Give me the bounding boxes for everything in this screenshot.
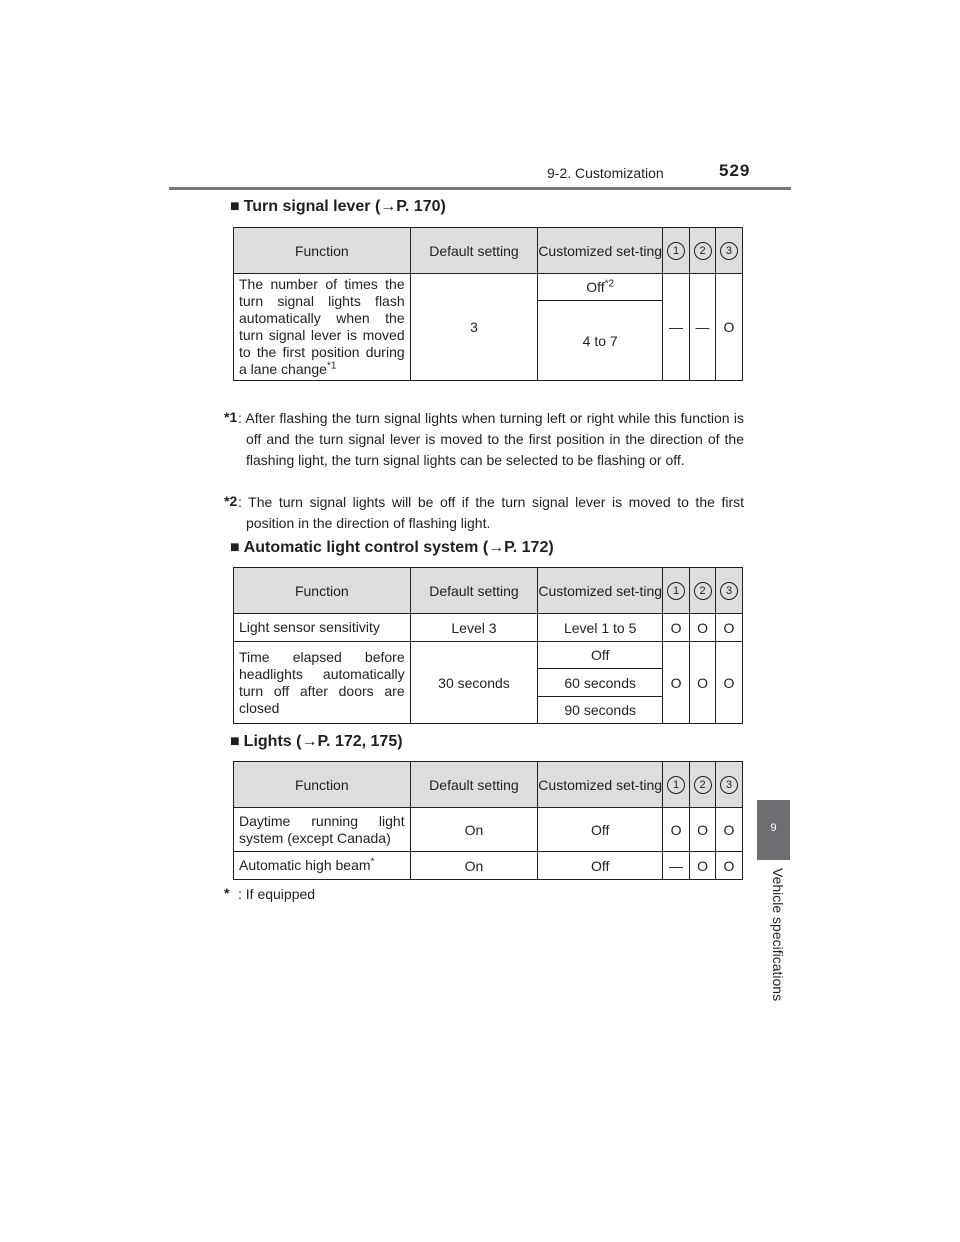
- option-cell: Off: [538, 642, 663, 669]
- col3-cell: O: [716, 642, 743, 724]
- circled-3-icon: 3: [720, 242, 738, 260]
- auto-light-heading: ■ Automatic light control system (→P. 172): [230, 539, 554, 556]
- header-col2: [690, 228, 716, 274]
- auto-light-table: [233, 567, 743, 724]
- function-cell: Daytime running light system (except Canada): [234, 808, 411, 852]
- circled-1-icon: 1: [667, 776, 685, 794]
- header-col2: [690, 762, 716, 808]
- footnote-equipped: * : If equipped: [224, 885, 316, 902]
- col2-cell: O: [690, 852, 716, 880]
- header-col1: [663, 228, 690, 274]
- col3-cell: O: [716, 808, 743, 852]
- turn-signal-heading: ■ Turn signal lever (→P. 170): [230, 198, 446, 215]
- square-bullet-icon: ■: [230, 539, 240, 556]
- header-function: Function: [234, 568, 411, 614]
- table-row: [234, 614, 743, 642]
- chapter-number: 9: [770, 822, 777, 834]
- table-row: [234, 642, 743, 669]
- table-row: [234, 852, 743, 880]
- chapter-tab: [757, 800, 790, 860]
- col1-cell: —: [663, 274, 690, 381]
- footnote-1: *1 : After flashing the turn signal lights when turning left or right while this function is off and the turn signal lever is moved to the first position in the direction of the flashing light, the turn signal lights can be selected to be flashing or off.: [224, 409, 744, 468]
- header-function: Function: [234, 762, 411, 808]
- default-cell: 3: [410, 274, 538, 381]
- function-cell: Light sensor sensitivity: [234, 614, 411, 642]
- header-col3: [716, 568, 743, 614]
- table-row: [234, 808, 743, 852]
- circled-1-icon: 1: [667, 582, 685, 600]
- option-cell: 90 seconds: [538, 697, 663, 724]
- col2-cell: O: [690, 642, 716, 724]
- circled-2-icon: 2: [694, 582, 712, 600]
- square-bullet-icon: ■: [230, 733, 240, 750]
- custom-cell: Off: [538, 852, 663, 880]
- option-cell: Off$^{*2}$: [538, 274, 663, 301]
- circled-3-icon: 3: [720, 776, 738, 794]
- chapter-title: Vehicle specifications: [770, 868, 786, 1002]
- function-cell: Automatic high beam*: [234, 852, 411, 880]
- custom-cell: Level 1 to 5: [538, 614, 663, 642]
- custom-cell: Off: [538, 808, 663, 852]
- header-col1: [663, 762, 690, 808]
- col2-cell: —: [690, 274, 716, 381]
- header-function: Function: [234, 228, 411, 274]
- option-cell: 60 seconds: [538, 669, 663, 697]
- header-col1: [663, 568, 690, 614]
- col3-cell: O: [715, 274, 742, 381]
- col3-cell: O: [716, 852, 743, 880]
- lights-table: [233, 761, 743, 880]
- function-cell: Time elapsed before headlights automatically turn off after doors are closed: [234, 642, 411, 724]
- function-cell: The number of times the turn signal lights flash automatically when the turn signal lever is moved to the first position during a lane change$^{*1}$: [234, 274, 411, 381]
- page-header: [169, 0, 791, 190]
- circled-1-icon: 1: [667, 242, 685, 260]
- col1-cell: O: [663, 808, 690, 852]
- turn-signal-table: [233, 227, 743, 381]
- header-rule: [169, 187, 791, 190]
- default-cell: 30 seconds: [410, 642, 538, 724]
- col1-cell: O: [663, 614, 690, 642]
- default-cell: On: [410, 852, 538, 880]
- col1-cell: —: [663, 852, 690, 880]
- header-default: Default setting: [410, 568, 538, 614]
- lights-heading: ■ Lights (→P. 172, 175): [230, 733, 403, 750]
- section-title: 9-2. Customization: [547, 165, 664, 181]
- option-cell: 4 to 7: [538, 301, 663, 381]
- header-customized: Customized set-ting: [538, 762, 663, 808]
- page-number: 529: [719, 161, 751, 180]
- header-col2: [690, 568, 716, 614]
- square-bullet-icon: ■: [230, 198, 240, 215]
- circled-2-icon: 2: [694, 776, 712, 794]
- circled-2-icon: 2: [694, 242, 712, 260]
- header-default: Default setting: [410, 762, 538, 808]
- header-customized: Customized set-ting: [538, 228, 663, 274]
- col2-cell: O: [690, 808, 716, 852]
- col1-cell: O: [663, 642, 690, 724]
- header-customized: Customized set-ting: [538, 568, 663, 614]
- header-col3: [715, 228, 742, 274]
- footnote-2: *2 : The turn signal lights will be off if the turn signal lever is moved to the first position in the direction of flashing light.: [224, 493, 744, 531]
- header-col3: [716, 762, 743, 808]
- header-default: Default setting: [410, 228, 538, 274]
- col3-cell: O: [716, 614, 743, 642]
- default-cell: On: [410, 808, 538, 852]
- col2-cell: O: [690, 614, 716, 642]
- default-cell: Level 3: [410, 614, 538, 642]
- circled-3-icon: 3: [720, 582, 738, 600]
